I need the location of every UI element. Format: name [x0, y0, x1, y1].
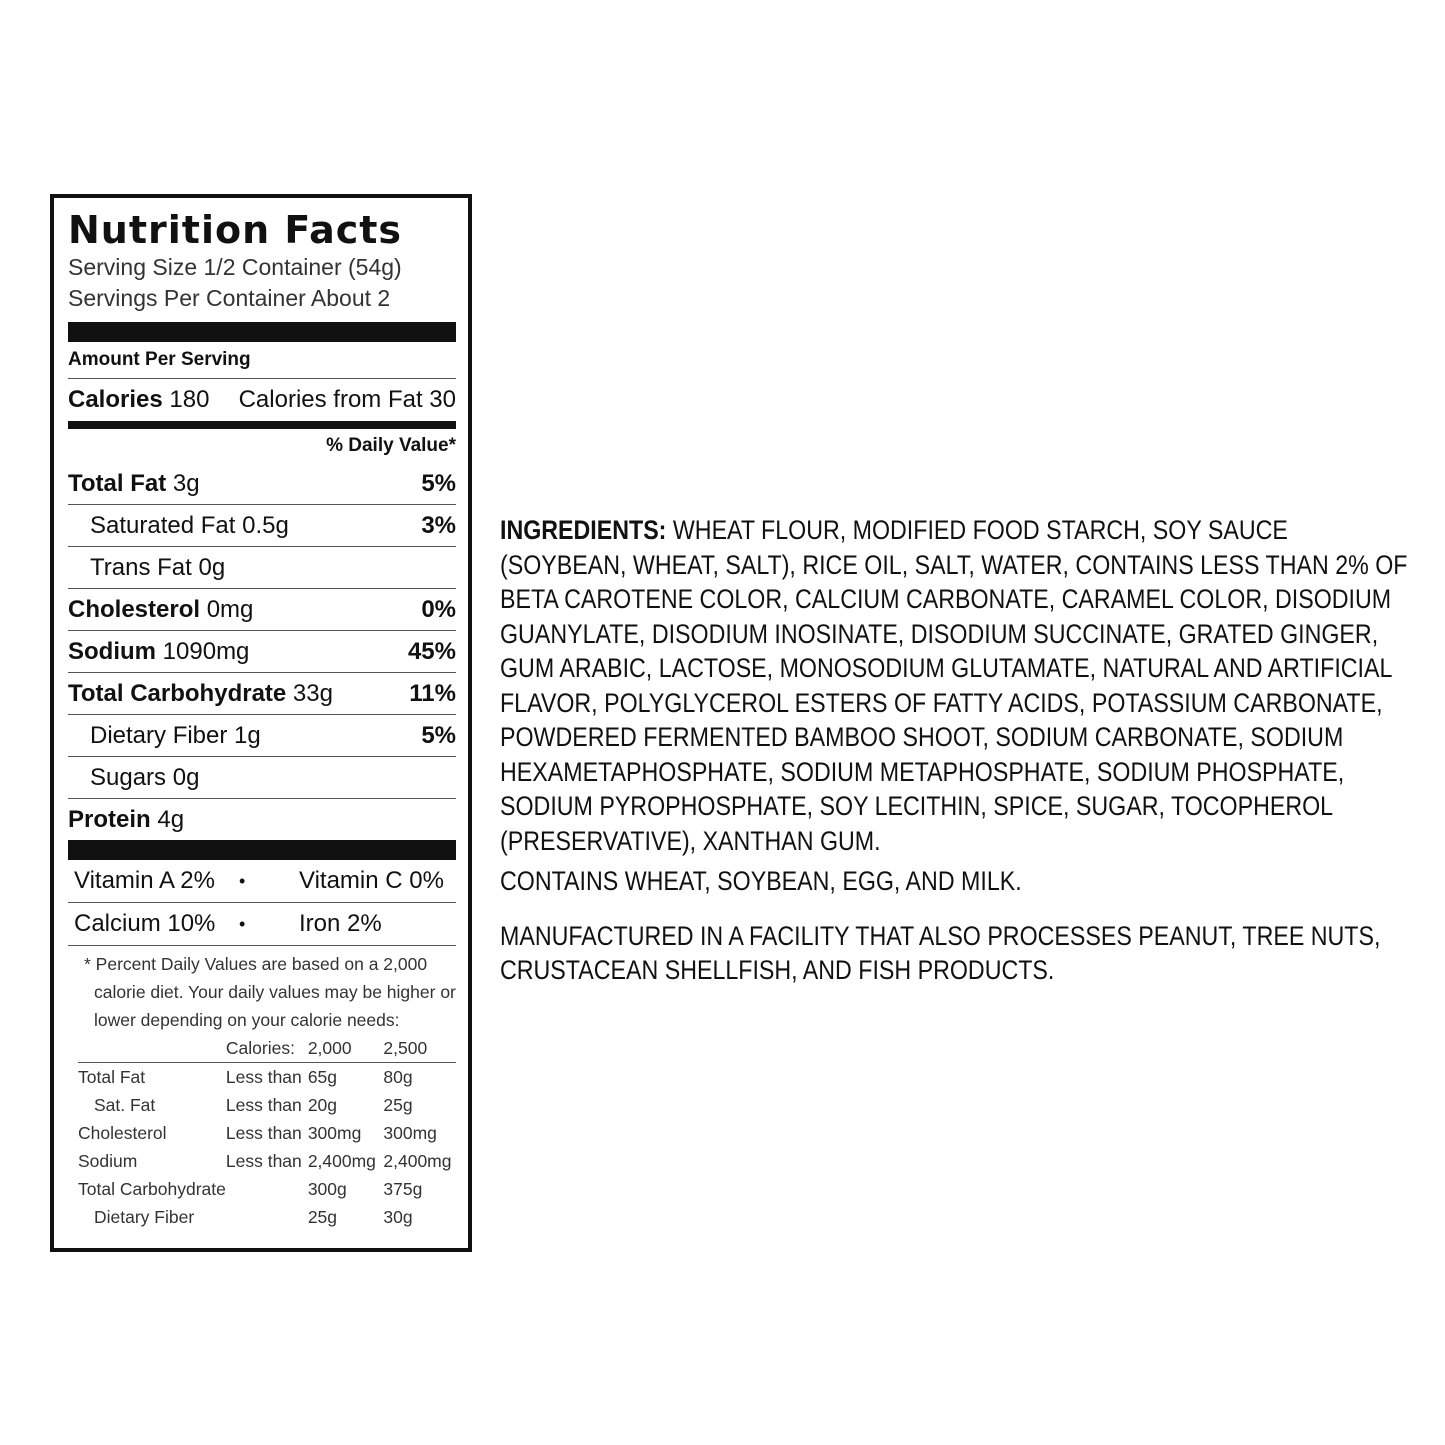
nutrient-row — [68, 463, 456, 504]
bullet-separator: • — [239, 913, 246, 934]
reference-row — [78, 1147, 456, 1175]
reference-cell: 2,400mg — [383, 1151, 452, 1171]
nutrient-daily-value: 11% — [409, 679, 456, 707]
reference-cell: Sat. Fat — [94, 1095, 156, 1115]
reference-cell: Less than — [225, 1123, 302, 1143]
reference-cell: 80g — [383, 1067, 413, 1087]
ingredients-heading: INGREDIENTS: — [500, 515, 667, 545]
reference-cell: Cholesterol — [78, 1123, 167, 1143]
nutrient-row — [68, 756, 456, 798]
nutrient-label: Sugars — [90, 763, 167, 791]
vitamin-right: Iron 2% — [299, 910, 382, 937]
nutrient-daily-value: 45% — [407, 637, 456, 665]
reference-row — [78, 1203, 456, 1231]
reference-row — [78, 1063, 456, 1092]
nutrient-label: Total Carbohydrate — [68, 679, 287, 707]
reference-header-cell: 2,500 — [383, 1034, 456, 1063]
nutrient-row — [68, 798, 456, 840]
nutrient-daily-value: 3% — [421, 511, 456, 539]
reference-cell: Less than — [225, 1095, 302, 1115]
thick-divider-vitamins — [68, 840, 456, 860]
reference-cell: 300mg — [383, 1123, 437, 1143]
nutrient-label: Sodium — [68, 637, 156, 665]
daily-value-footnote: * Percent Daily Values are based on a 2,000 calorie diet. Your daily values may be higher or lower depending on your calorie needs: — [84, 954, 456, 1030]
nutrient-amount: 1g — [234, 721, 261, 749]
nutrient-name-cell — [68, 680, 333, 708]
amount-per-serving: Amount Per Serving — [68, 349, 251, 370]
nutrient-name-cell — [68, 554, 225, 582]
nutrient-row — [68, 546, 456, 588]
nutrient-name-cell — [68, 470, 200, 498]
reference-cell: 300g — [307, 1179, 347, 1199]
reference-row — [78, 1091, 456, 1119]
reference-row — [78, 1119, 456, 1147]
reference-header-cell — [78, 1034, 226, 1063]
nutrient-amount: 1090mg — [162, 637, 250, 665]
reference-cell: Dietary Fiber — [94, 1207, 195, 1227]
ingredients-paragraph — [500, 513, 1410, 858]
nutrient-label: Dietary Fiber — [90, 721, 228, 749]
ingredients-panel — [500, 513, 1410, 994]
reference-cell: 375g — [383, 1179, 423, 1199]
footnote-block — [68, 946, 456, 1231]
reference-cell: 65g — [307, 1067, 338, 1087]
vitamin-right: Vitamin C 0% — [299, 867, 444, 894]
nutrient-daily-value: 5% — [421, 469, 456, 497]
nutrient-row — [68, 588, 456, 630]
nutrient-row — [68, 672, 456, 714]
nutrient-name-cell — [68, 638, 249, 666]
nutrient-label: Total Fat — [68, 469, 167, 497]
nutrient-amount: 0mg — [206, 595, 254, 623]
reference-cell: 30g — [383, 1207, 413, 1227]
reference-cell: 25g — [307, 1207, 338, 1227]
nutrient-name-cell — [68, 764, 199, 792]
nutrient-daily-value: 0% — [421, 595, 456, 623]
nutrition-title: Nutrition Facts — [68, 208, 403, 252]
reference-cell: 25g — [383, 1095, 413, 1115]
reference-cell: Less than — [225, 1067, 302, 1087]
calories-from-fat: Calories from Fat 30 — [238, 386, 456, 413]
nutrient-row — [68, 630, 456, 672]
nutrition-facts-label — [50, 194, 472, 1252]
nutrient-name-cell — [68, 722, 261, 750]
vitamin-rows — [68, 860, 456, 945]
nutrient-amount: 4g — [157, 805, 185, 833]
vitamin-row — [68, 860, 456, 902]
servings-per-container: Servings Per Container About 2 — [68, 285, 391, 311]
nutrient-rows — [68, 463, 456, 840]
allergen-statement: CONTAINS WHEAT, SOYBEAN, EGG, AND MILK. — [500, 866, 1022, 896]
nutrient-label: Trans Fat — [90, 553, 192, 581]
ingredients-list: WHEAT FLOUR, MODIFIED FOOD STARCH, SOY SAUCE (SOYBEAN, WHEAT, SALT), RICE OIL, SALT, WATER, CONTAINS LESS THAN 2% OF BETA CAROTENE COLOR, CALCIUM CARBONATE, CARAMEL COLOR, DISODIUM GUANYLATE, DISODIUM INOSINATE, DISODIUM SUCCINATE, GRATED GINGER, GUM ARABIC, LACTOSE, MONOSODIUM GLUTAMATE, NATURAL AND ARTIFICIAL FLAVOR, POLYGLYCEROL ESTERS OF FATTY ACIDS, POTASSIUM CARBONATE, POWDERED FERMENTED BAMBOO SHOOT, SODIUM CARBONATE, SODIUM HEXAMETAPHOSPHATE, SODIUM METAPHOSPHATE, SODIUM PHOSPHATE, SODIUM PYROPHOSPHATE, SOY LECITHIN, SPICE, SUGAR, TOCOPHEROL (PRESERVATIVE), XANTHAN GUM. — [500, 515, 1408, 856]
reference-cell — [226, 1175, 308, 1203]
nutrient-row — [68, 714, 456, 756]
reference-header-cell: Calories: — [226, 1034, 308, 1063]
reference-cell: 20g — [307, 1095, 338, 1115]
reference-cell: Sodium — [78, 1151, 138, 1171]
vitamin-left: Calcium 10% — [74, 910, 216, 937]
reference-cell: 300mg — [307, 1123, 362, 1143]
thick-divider — [68, 322, 456, 342]
reference-cell: Total Carbohydrate — [78, 1179, 226, 1199]
calories-row — [68, 378, 456, 421]
nutrient-label: Cholesterol — [68, 595, 201, 623]
bullet-separator: • — [239, 870, 246, 891]
serving-size: Serving Size 1/2 Container (54g) — [68, 254, 402, 280]
reference-cell: Total Fat — [78, 1067, 146, 1087]
reference-cell: 2,400mg — [307, 1151, 376, 1171]
nutrient-label: Saturated Fat — [90, 511, 236, 539]
nutrient-amount: 0.5g — [242, 511, 289, 539]
reference-header-row — [78, 1034, 456, 1063]
nutrient-amount: 33g — [292, 679, 333, 707]
nutrient-label: Protein — [68, 805, 151, 833]
vitamin-left: Vitamin A 2% — [74, 867, 215, 894]
daily-value-header: % Daily Value* — [326, 435, 456, 456]
nutrient-daily-value: 5% — [421, 721, 456, 749]
vitamin-row — [68, 902, 456, 945]
nutrient-name-cell — [68, 806, 184, 834]
medium-divider — [68, 421, 456, 429]
nutrient-name-cell — [68, 596, 253, 624]
reference-cell: Less than — [225, 1151, 302, 1171]
calories-value: 180 — [169, 386, 210, 413]
reference-cell — [226, 1203, 308, 1231]
nutrient-name-cell — [68, 512, 289, 540]
nutrient-amount: 3g — [172, 469, 200, 497]
reference-table — [78, 1034, 456, 1231]
reference-header-cell: 2,000 — [308, 1034, 384, 1063]
facility-statement: MANUFACTURED IN A FACILITY THAT ALSO PROCESSES PEANUT, TREE NUTS, CRUSTACEAN SHELLFISH, AND FISH PRODUCTS. — [500, 920, 1381, 985]
nutrient-amount: 0g — [198, 553, 226, 581]
nutrient-amount: 0g — [172, 763, 200, 791]
calories-cell — [68, 386, 209, 414]
nutrient-row — [68, 504, 456, 546]
reference-row — [78, 1175, 456, 1203]
calories-label: Calories — [68, 386, 163, 413]
